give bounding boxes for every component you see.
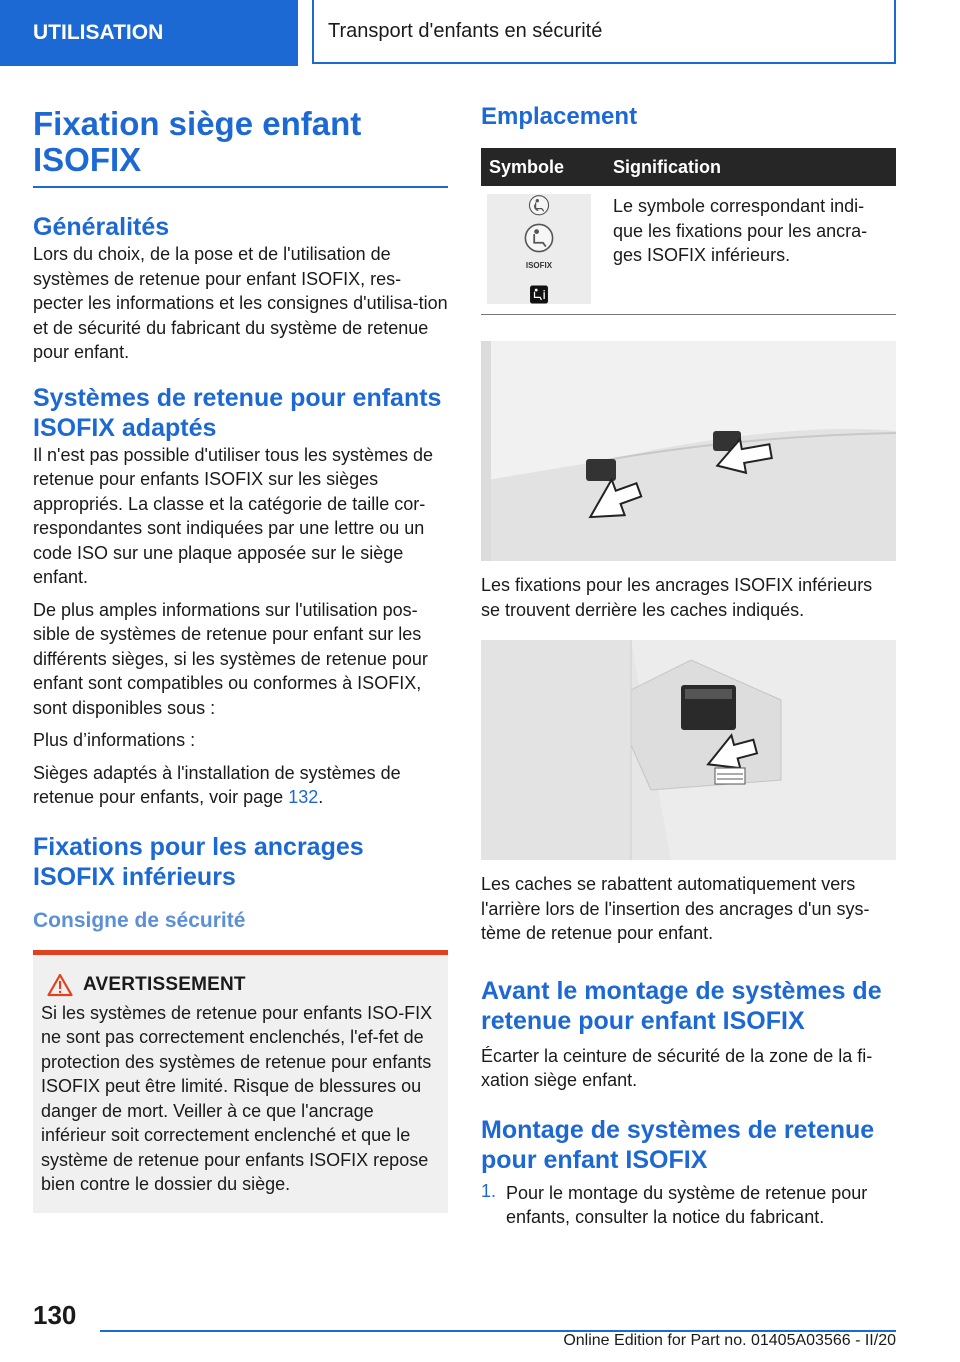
page-title: Fixation siège enfant ISOFIX [33, 105, 362, 178]
step-1 [481, 1181, 896, 1230]
right-column [481, 100, 896, 1230]
isofix-seat-icon [523, 222, 555, 254]
heading-before-mounting: Avant le montage de systèmes de retenue pour enfant ISOFIX [481, 976, 882, 1035]
symbol-icons [487, 194, 591, 304]
adapted-text-1: Il n'est pas possible d'utiliser tous les systèmes de retenue pour enfants ISOFIX sur les sièges appropriés. La classe et la catégorie de taille cor-respondantes sont indiquées par une lettre ou un code ISO sur une plaque apposée sur le siège enfant. [33, 444, 434, 587]
isofix-badge-text: ISOFIX [525, 261, 553, 271]
warning-text: Si les systèmes de retenue pour enfants ISO-FIX ne sont pas correctement enclenchés, l'ef-fet de protection des systèmes de retenue pour enfants ISOFIX peut être limité. Risque de blessures ou danger de mort. Veiller à ce que l'ancrage inférieur soit correctement enclenché et que le système de retenue pour enfants ISOFIX repose bien contre le dossier du siège. [41, 1002, 433, 1194]
title-rule [33, 186, 448, 188]
caption-1: Les fixations pour les ancrages ISOFIX inférieurs se trouvent derrière les caches indiqués. [481, 575, 873, 620]
isofix-icon [523, 222, 555, 279]
seat-anchors-illustration [481, 341, 896, 561]
table-row [481, 186, 896, 315]
warning-header [41, 973, 440, 997]
heading-location: Emplacement [481, 103, 638, 130]
heading-general: Généralités [33, 213, 170, 241]
section-tab[interactable]: UTILISATION [0, 0, 298, 66]
period: . [318, 787, 324, 807]
before-text: Écarter la ceinture de sécurité de la zone de la fi-xation siège enfant. [481, 1045, 873, 1090]
adapted-text-2: De plus amples informations sur l'utilisation pos-sible de systèmes de retenue pour enfant sur les différents sièges, si les systèmes de retenue pour enfant sont compatibles ou conformes à ISOFIX, sont disponibles sous : [33, 599, 428, 718]
page-link-132[interactable]: 132 [288, 787, 319, 807]
heading-mounting: Montage de systèmes de retenue pour enfant ISOFIX [481, 1115, 875, 1174]
symbol-table [481, 148, 896, 315]
heading-lower-anchors: Fixations pour les ancrages ISOFIX inférieurs [33, 832, 364, 891]
col-meaning: Signification [605, 148, 896, 186]
adapted-text-4-body: Sièges adaptés à l'installation de systèmes de retenue pour enfants, voir page [33, 762, 401, 807]
step-1-text: Pour le montage du système de retenue pour enfants, consulter la notice du fabricant. [506, 1182, 868, 1227]
warning-triangle-icon [47, 973, 73, 997]
chapter-title: Transport d'enfants en sécurité [312, 0, 896, 64]
adapted-text-3: Plus d’informations : [33, 730, 196, 750]
cover-photo [481, 640, 896, 860]
child-seat-info-icon [522, 285, 556, 304]
meaning-cell: Le symbole correspondant indi-que les fixations pour les ancra-ges ISOFIX inférieurs. [605, 186, 896, 315]
child-seat-icon [519, 194, 559, 216]
left-column [33, 100, 448, 1213]
heading-adapted: Systèmes de retenue pour enfants ISOFIX adaptés [33, 383, 442, 442]
edition-note: Online Edition for Part no. 01405A03566 - II/20 [563, 1332, 896, 1349]
page-number: 130 [33, 1300, 77, 1330]
col-symbol: Symbole [481, 148, 605, 186]
general-text: Lors du choix, de la pose et de l'utilisation de systèmes de retenue pour enfant ISOFIX, res-pecter les informations et les consignes d'utilisa-tion et de sécurité du fabricant du système de retenue pour enfant. [33, 244, 448, 362]
caption-2: Les caches se rabattent automatiquement vers l'arrière lors de l'insertion des ancrages d'un sys-tème de retenue pour enfant. [481, 874, 870, 943]
warning-label: AVERTISSEMENT [83, 973, 246, 995]
heading-safety: Consigne de sécurité [33, 908, 246, 932]
cover-illustration [481, 640, 896, 860]
seat-anchors-photo [481, 341, 896, 561]
adapted-text-4 [33, 761, 448, 810]
step-1-number: 1. [481, 1180, 497, 1201]
warning-box [33, 950, 448, 1213]
